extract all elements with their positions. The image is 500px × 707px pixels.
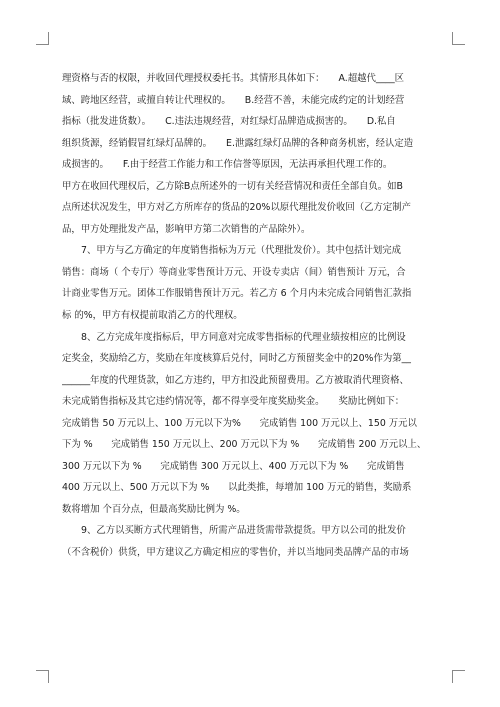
crop-mark-bottom-right (452, 670, 465, 683)
text-line: 销售：商场（ 个专厅）等商业零售预计万元、开设专卖店（间）销售预计 万元，合 (62, 266, 406, 278)
text-line: 计商业零售万元。团体工作服销售预计万元。若乙方 6 个月内未完成合同销售汇款指 (62, 288, 412, 300)
text-line: 9、乙方以买断方式代理销售，所需产品进货需带款提货。甲方以公司的批发价 (81, 525, 406, 537)
text-line: 甲方在收回代理权后，乙方除B点所述外的一切有关经营情况和责任全部自负。如B (62, 180, 403, 192)
text-line: 品，甲方处理批发产品，影响甲方第二次销售的产品除外）。 (62, 223, 311, 235)
text-line: 理资格与否的权限，并收回代理授权委托书。其情形具体如下： A.超越代____区 (62, 73, 405, 84)
text-line: 点所述状况发生，甲方对乙方所库存的货品的20%以原代理批发价收回（乙方定制产 (62, 202, 411, 214)
text-line: ______年度的代理货款，如乙方违约，甲方扣没此预留费用。乙方被取消代理资格、 (62, 374, 409, 386)
document-body (62, 68, 444, 564)
text-line: 数将增加 个百分点，但最高奖励比例为 %。 (62, 503, 246, 515)
text-line: 组织货源，经销假冒红绿灯品牌的。 E.泄露红绿灯品牌的各种商务机密，经认定造 (62, 137, 414, 149)
text-line: 标 的%，甲方有权提前取消乙方的代理权。 (62, 310, 243, 322)
text-line: 8、乙方完成年度指标后，甲方同意对完成零售指标的代理业绩按相应的比例设 (81, 331, 406, 343)
crop-mark-top-left (36, 32, 49, 45)
text-line: 400 万元以上、500 万元以下为 % 以此类推，每增加 100 万元的销售，奖励系 (62, 482, 412, 494)
text-line: 300 万元以下为 % 完成销售 300 万元以上、400 万元以下为 % 完成销售 (62, 460, 405, 472)
crop-mark-top-right (452, 32, 465, 45)
crop-mark-bottom-left (36, 670, 49, 683)
text-line: 下为 % 完成销售 150 万元以上、200 万元以下为 % 完成销售 200 万元以上、 (62, 439, 427, 451)
text-line: 指标（批发进货数）。 C.违法违规经营，对红绿灯品牌造成损害的。 D.私自 (62, 116, 396, 128)
text-line: 7、甲方与乙方确定的年度销售指标为万元（代理批发价）。其中包括计划完成 (81, 245, 402, 257)
text-line: 域、跨地区经营，或擅自转让代理权的。 B.经营不善，未能完成约定的计划经营 (62, 94, 405, 106)
text-line: 成损害的。 F.由于经营工作能力和工作信誉等原因，无法再承担代理工作的。 (62, 159, 393, 171)
text-line: （不含税价）供货，甲方建议乙方确定相应的零售价，并以当地同类品牌产品的市场 (62, 547, 409, 559)
text-line: 未完成销售指标及其它违约情况等，都不得享受年度奖励奖金。 奖励比例如下： (62, 396, 405, 408)
text-line: 完成销售 50 万元以上、100 万元以下为% 完成销售 100 万元以上、150 万元以 (62, 417, 417, 429)
text-line: 定奖金，奖励给乙方，奖励在年度核算后兑付，同时乙方预留奖金中的20%作为第__ (62, 353, 411, 365)
